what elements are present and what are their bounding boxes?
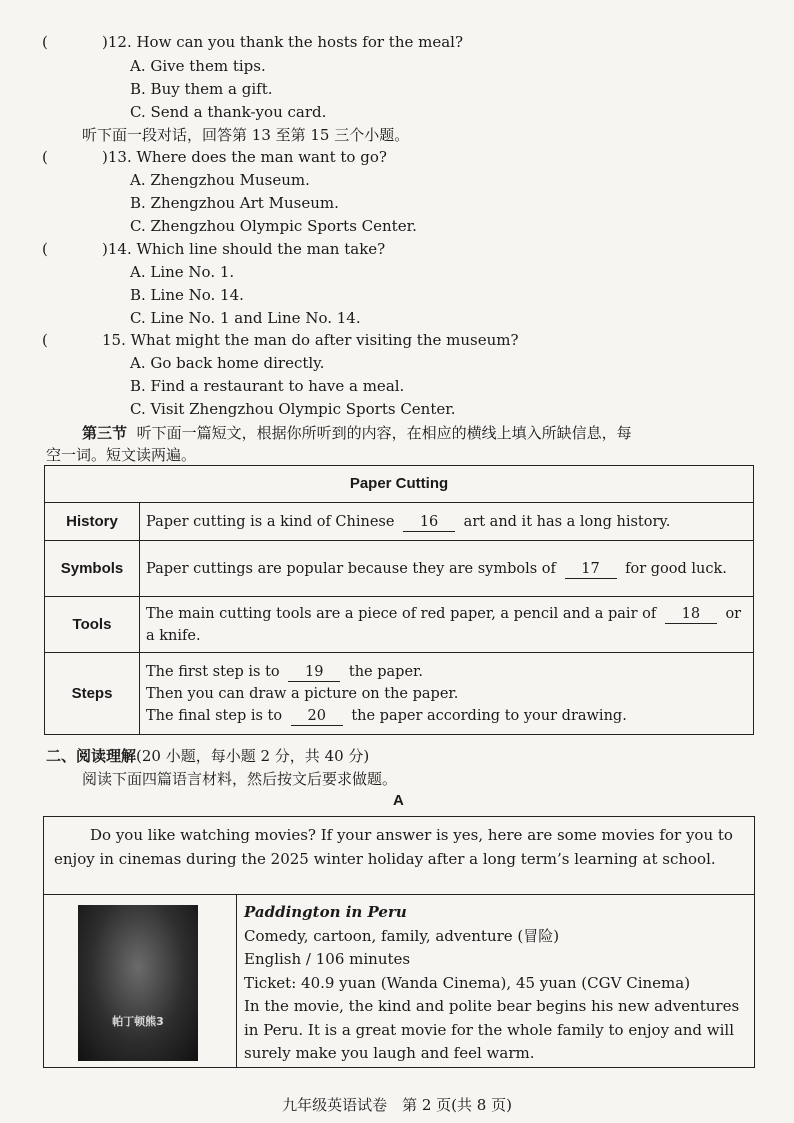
section3-label: 第三节	[82, 424, 128, 442]
page-footer: 九年级英语试卷 第 2 页(共 8 页)	[282, 1096, 512, 1114]
option: A. Give them tips.	[130, 57, 266, 75]
option: B. Buy them a gift.	[130, 80, 273, 98]
section3-line2: 空一词。短文读两遍。	[46, 446, 197, 464]
passage-label: A	[393, 792, 404, 809]
question-12	[42, 33, 463, 51]
movie-language: English / 106 minutes	[244, 950, 411, 968]
passage-intro: Do you like watching movies? If your answer is yes, here are some movies for you to enjoy in cinemas during the 2025 winter holiday after a long term’s learning at school.	[54, 826, 733, 868]
movie-genre: Comedy, cartoon, family, adventure (冒险)	[244, 926, 560, 945]
movie-poster-image	[78, 905, 198, 1061]
table-row	[45, 653, 754, 735]
movie-info	[244, 901, 749, 1066]
answer-paren: (	[42, 331, 48, 349]
table-title: Paper Cutting	[45, 466, 754, 503]
table-row	[45, 597, 754, 653]
movie-title: Paddington in Peru	[244, 903, 407, 921]
movie-description: In the movie, the kind and polite bear begins his new adventures in Peru. It is a great movie for the whole family to enjoy and will surely make you laugh and feel warm.	[244, 997, 740, 1062]
row-content	[140, 653, 754, 735]
box-divider	[44, 894, 754, 895]
row-content	[140, 541, 754, 597]
row-text: Paper cuttings are popular because they are symbols of	[146, 560, 556, 577]
part2-note: (20 小题，每小题 2 分，共 40 分)	[136, 747, 370, 765]
row-text: The first step is to	[146, 663, 280, 680]
question-14	[42, 240, 385, 258]
row-content	[140, 597, 754, 653]
option: C. Send a thank-you card.	[130, 103, 327, 121]
question-15	[42, 331, 519, 349]
row-text: The main cutting tools are a piece of red paper, a pencil and a pair of	[146, 605, 657, 622]
row-text: the paper according to your drawing.	[351, 707, 627, 724]
row-text: art and it has a long history.	[463, 513, 671, 530]
row-header: Steps	[45, 653, 140, 735]
section3-line1	[82, 422, 632, 443]
answer-blank-20[interactable]: 20	[291, 707, 343, 726]
question-13	[42, 148, 387, 166]
option: B. Find a restaurant to have a meal.	[130, 377, 405, 395]
question-stem: 15. What might the man do after visiting the museum?	[102, 331, 519, 349]
row-content	[140, 503, 754, 541]
row-text: or a knife.	[146, 605, 742, 644]
row-text: Then you can draw a picture on the paper.	[146, 685, 459, 702]
part2-title: 二、阅读理解	[46, 747, 137, 765]
answer-paren: (	[42, 148, 48, 166]
option: B. Zhengzhou Art Museum.	[130, 194, 339, 212]
row-header: Symbols	[45, 541, 140, 597]
answer-blank-16[interactable]: 16	[403, 513, 455, 532]
option: C. Visit Zhengzhou Olympic Sports Center.	[130, 400, 456, 418]
option: A. Go back home directly.	[130, 354, 325, 372]
option: A. Zhengzhou Museum.	[130, 171, 310, 189]
option: B. Line No. 14.	[130, 286, 244, 304]
table-row	[45, 503, 754, 541]
question-stem: )13. Where does the man want to go?	[102, 148, 387, 166]
dialogue-instruction: 听下面一段对话，回答第 13 至第 15 三个小题。	[82, 126, 410, 144]
row-header: History	[45, 503, 140, 541]
answer-paren: (	[42, 240, 48, 258]
passage-a-box	[43, 816, 755, 1068]
row-header: Tools	[45, 597, 140, 653]
section3-text: 听下面一篇短文，根据你所听到的内容，在相应的横线上填入所缺信息，每	[136, 424, 632, 442]
part2-instruction: 阅读下面四篇语言材料，然后按文后要求做题。	[82, 770, 398, 788]
poster-title: 帕丁顿熊3	[112, 1015, 164, 1028]
box-column-divider	[236, 894, 237, 1067]
answer-paren: (	[42, 33, 48, 51]
movie-ticket: Ticket: 40.9 yuan (Wanda Cinema), 45 yuan (CGV Cinema)	[244, 973, 691, 992]
row-text: the paper.	[348, 663, 423, 680]
answer-blank-17[interactable]: 17	[565, 560, 617, 579]
answer-blank-18[interactable]: 18	[665, 605, 717, 624]
row-text: for good luck.	[625, 560, 727, 577]
question-stem: )12. How can you thank the hosts for the meal?	[102, 33, 464, 51]
option: C. Zhengzhou Olympic Sports Center.	[130, 217, 417, 235]
part2-heading	[46, 745, 369, 766]
answer-blank-19[interactable]: 19	[288, 663, 340, 682]
paper-cutting-table	[44, 465, 754, 735]
question-stem: )14. Which line should the man take?	[102, 240, 386, 258]
row-text: Paper cutting is a kind of Chinese	[146, 513, 395, 530]
table-row	[45, 541, 754, 597]
row-text: The final step is to	[146, 707, 283, 724]
option: C. Line No. 1 and Line No. 14.	[130, 309, 361, 327]
option: A. Line No. 1.	[130, 263, 235, 281]
